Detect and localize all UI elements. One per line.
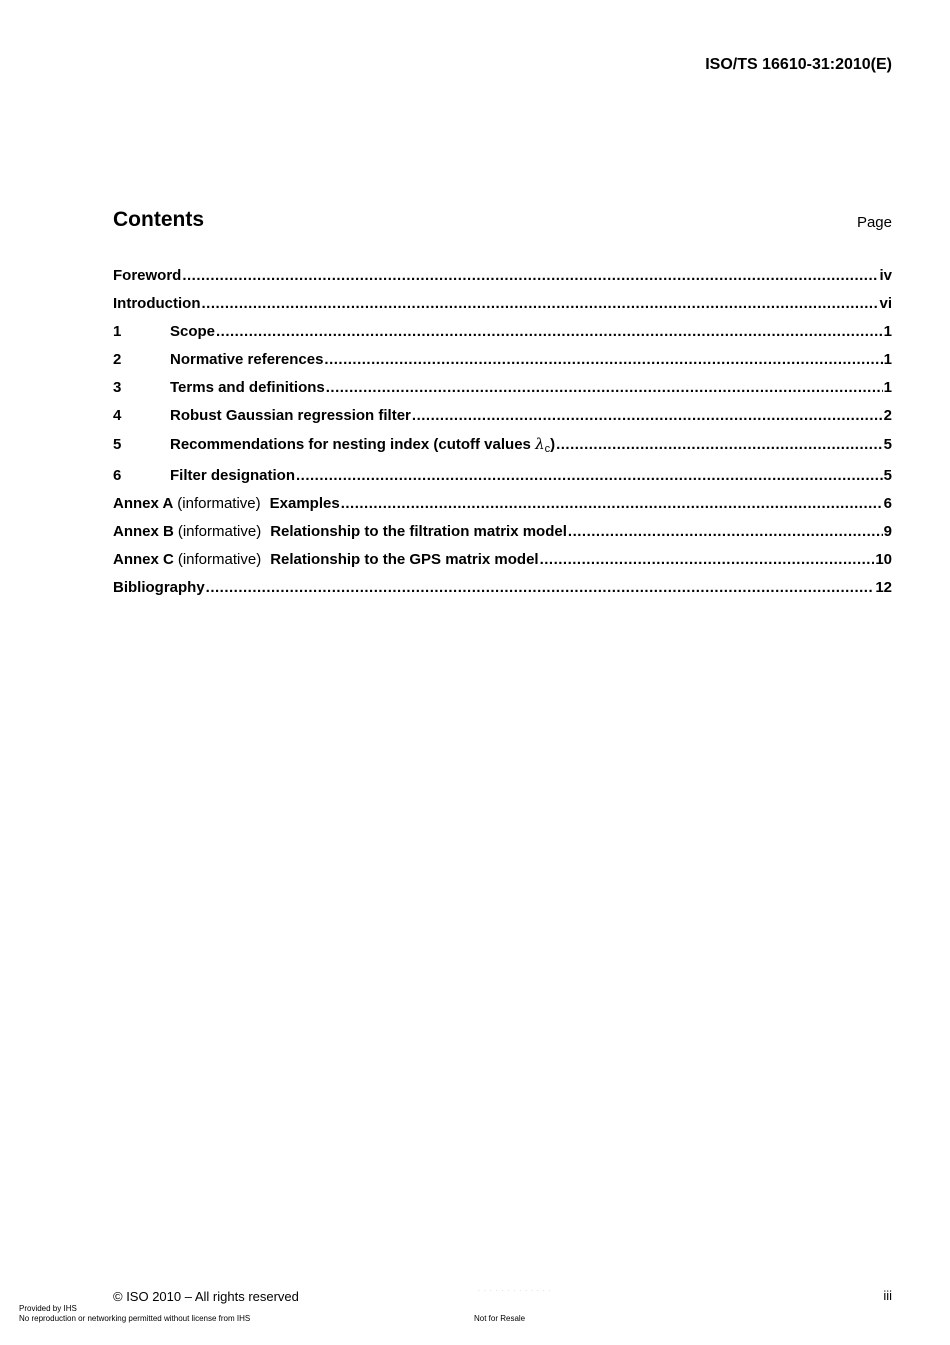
- toc-entry-page: 1: [883, 379, 892, 396]
- toc-entry-title: Scope: [170, 323, 216, 340]
- toc-entry-annex-a[interactable]: [113, 494, 892, 522]
- document-id: ISO/TS 16610-31:2010(E): [705, 56, 892, 73]
- lambda-subscript: c: [544, 443, 551, 455]
- toc-entry-nesting-index[interactable]: [113, 434, 892, 466]
- toc-entry-title: Examples: [269, 495, 340, 512]
- toc-entry-title-text: Recommendations for nesting index (cutoff values: [170, 436, 536, 453]
- toc-entry-normative-references[interactable]: [113, 350, 892, 378]
- toc-entry-robust-gaussian-filter[interactable]: [113, 406, 892, 434]
- leader-dots: [182, 266, 878, 286]
- toc-entry-number: 3: [113, 379, 122, 396]
- annex-label: Annex C: [113, 551, 174, 568]
- toc-entry-scope[interactable]: [113, 322, 892, 350]
- toc-entry-page: 1: [883, 323, 892, 340]
- leader-dots: [216, 322, 883, 342]
- contents-heading: Contents: [113, 208, 204, 231]
- page-column-label: Page: [856, 214, 892, 231]
- lambda-symbol: λ: [535, 435, 545, 453]
- toc-entry-page: 9: [883, 523, 892, 540]
- toc-entry-page: 2: [883, 407, 892, 424]
- toc-entry-page: 5: [883, 467, 892, 484]
- toc-entry-terms-and-definitions[interactable]: [113, 378, 892, 406]
- annex-label: Annex A: [113, 495, 174, 512]
- provided-by-text: Provided by IHS: [19, 1304, 77, 1313]
- toc-entry-title: Foreword: [113, 267, 182, 284]
- toc-entry-page: 5: [883, 436, 892, 453]
- copyright-notice: © ISO 2010 – All rights reserved: [113, 1289, 299, 1304]
- annex-type: (informative): [177, 523, 262, 540]
- toc-entry-page: 1: [883, 351, 892, 368]
- leader-dots: [296, 466, 883, 486]
- toc-entry-number: 2: [113, 351, 122, 368]
- annex-label: Annex B: [113, 523, 174, 540]
- annex-type: (informative): [177, 495, 261, 512]
- toc-entry-title: Robust Gaussian regression filter: [170, 407, 411, 424]
- leader-dots: [326, 378, 883, 398]
- faint-watermark-dots: . . . . . . . . . . . . .: [478, 1286, 552, 1293]
- toc-entry-title: Relationship to the filtration matrix model: [270, 523, 567, 540]
- leader-dots: [568, 522, 883, 542]
- leader-dots: [206, 578, 875, 598]
- toc-entry-title: [170, 434, 555, 459]
- toc-entry-page: vi: [879, 295, 892, 312]
- annex-type: (informative): [177, 551, 262, 568]
- leader-dots: [341, 494, 883, 514]
- page-number: iii: [883, 1288, 892, 1303]
- license-notice-text: No reproduction or networking permitted without license from IHS: [19, 1314, 251, 1323]
- not-for-resale-notice: Not for Resale: [474, 1314, 526, 1323]
- toc-entry-annex-b[interactable]: [113, 522, 892, 550]
- toc-entry-introduction[interactable]: [113, 294, 892, 322]
- toc-entry-page: 10: [875, 551, 892, 568]
- leader-dots: [324, 350, 882, 370]
- toc-entry-number: 4: [113, 407, 122, 424]
- leader-dots: [556, 435, 883, 455]
- toc-entry-number: 1: [113, 323, 122, 340]
- toc-entry-annex-c[interactable]: [113, 550, 892, 578]
- toc-entry-page: 6: [883, 495, 892, 512]
- toc-entry-title: Normative references: [170, 351, 324, 368]
- provider-notice: [19, 1304, 250, 1324]
- toc-entry-filter-designation[interactable]: [113, 466, 892, 494]
- toc-entry-page: iv: [879, 267, 892, 284]
- toc-entry-number: 5: [113, 436, 122, 453]
- leader-dots: [412, 406, 883, 426]
- leader-dots: [201, 294, 878, 314]
- toc-entry-bibliography[interactable]: [113, 578, 892, 606]
- toc-entry-title: Introduction: [113, 295, 201, 312]
- toc-entry-title: Filter designation: [170, 467, 296, 484]
- toc-entry-title: Bibliography: [113, 579, 205, 596]
- table-of-contents: [113, 266, 892, 606]
- toc-entry-title: Relationship to the GPS matrix model: [270, 551, 539, 568]
- toc-entry-page: 12: [875, 579, 892, 596]
- leader-dots: [540, 550, 875, 570]
- toc-entry-title: Terms and definitions: [170, 379, 325, 396]
- toc-entry-title-close: ): [550, 436, 556, 453]
- toc-entry-number: 6: [113, 467, 122, 484]
- toc-entry-foreword[interactable]: [113, 266, 892, 294]
